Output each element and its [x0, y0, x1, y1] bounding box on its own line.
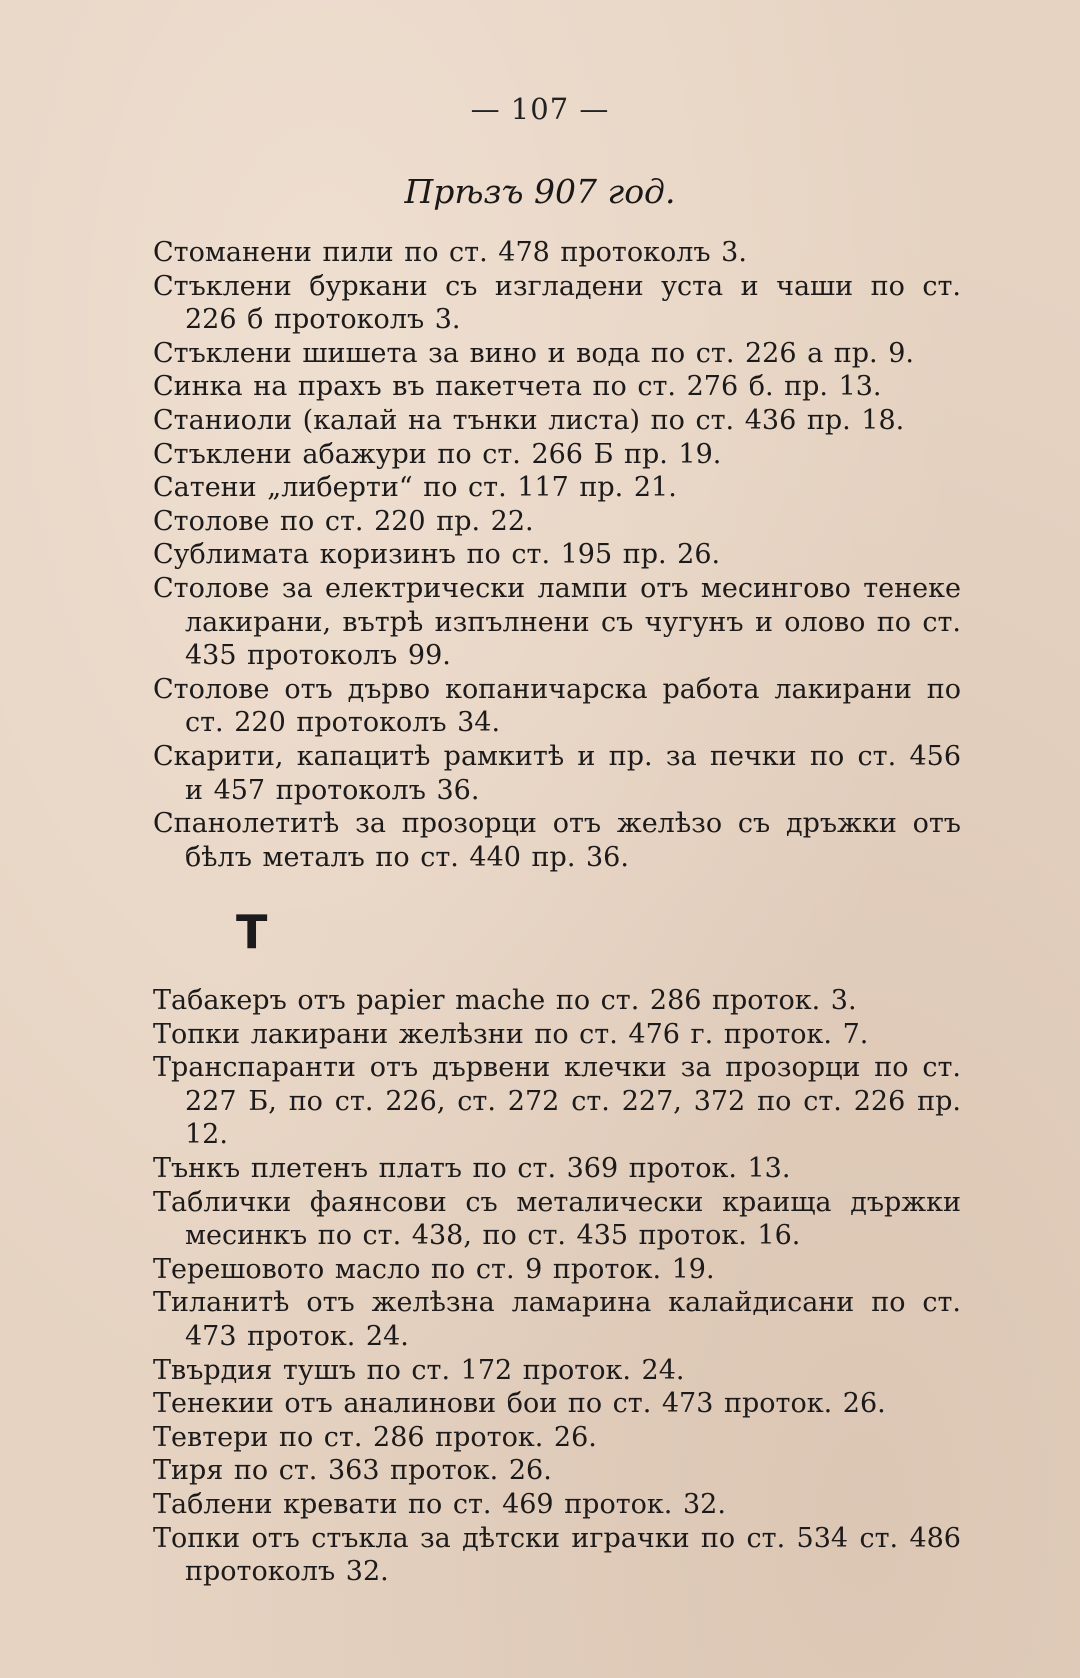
list-item: Тиланитѣ отъ желѣзна ламарина калайдисани по ст. 473 проток. 24.	[153, 1287, 961, 1352]
page-number: — 107 —	[470, 92, 610, 126]
list-item: Столове по ст. 220 пр. 22.	[153, 505, 534, 537]
list-item: Твърдия тушъ по ст. 172 проток. 24.	[153, 1354, 685, 1386]
letter-heading: Т	[236, 905, 268, 959]
list-item: Столове за електрически лампи отъ месингово тенеке лакирани, вътрѣ изпълнени съ чугунъ и олово по ст. 435 протоколъ 99.	[153, 572, 961, 672]
list-item: Столове отъ дърво копаничарска работа лакирани по ст. 220 протоколъ 34.	[153, 673, 961, 739]
list-item: Сатени „либерти“ по ст. 117 пр. 21.	[153, 472, 677, 504]
list-item: Тенекии отъ аналинови бои по ст. 473 проток. 26.	[153, 1388, 886, 1420]
list-item: Стоманени пили по ст. 478 протоколъ 3.	[153, 237, 747, 268]
list-item: Синка на прахъ въ пакетчета по ст. 276 б. пр. 13.	[153, 371, 882, 403]
list-item: Таблички фаянсови съ металически краища държки месинкъ по ст. 438, по ст. 435 проток. 16.	[153, 1186, 961, 1252]
list-item: Станиоли (калай на тънки листа) по ст. 436 пр. 18.	[153, 404, 905, 436]
entry-list-s	[153, 236, 961, 874]
list-item: Топки отъ стъкла за дѣтски играчки по ст. 534 ст. 486 протоколъ 32.	[153, 1522, 961, 1588]
list-item: Спанолетитѣ за прозорци отъ желѣзо съ дръжки отъ бѣлъ металъ по ст. 440 пр. 36.	[153, 808, 961, 873]
list-item: Топки лакирани желѣзни по ст. 476 г. проток. 7.	[153, 1018, 869, 1050]
list-item: Терешовото масло по ст. 9 проток. 19.	[153, 1253, 715, 1285]
list-item: Табакеръ отъ papier maсhе по ст. 286 проток. 3.	[153, 985, 857, 1016]
list-item: Тевтери по ст. 286 проток. 26.	[153, 1421, 597, 1453]
list-item: Транспаранти отъ дървени клечки за прозорци по ст. 227 Б, по ст. 226, ст. 272 ст. 227, 372 по ст. 226 пр. 12.	[153, 1052, 961, 1151]
list-item: Стъклени буркани съ изгладени уста и чаши по ст. 226 б протоколъ 3.	[153, 270, 961, 336]
section-title: Прѣзъ 907 год.	[404, 172, 676, 211]
list-item: Стъклени абажури по ст. 266 Б пр. 19.	[153, 438, 722, 470]
list-item: Таблени кревати по ст. 469 проток. 32.	[153, 1488, 726, 1520]
list-item: Сублимата коризинъ по ст. 195 пр. 26.	[153, 539, 721, 571]
list-item: Скарити, капацитѣ рамкитѣ и пр. за печки по ст. 456 и 457 протоколъ 36.	[153, 740, 961, 806]
list-item: Тиря по ст. 363 проток. 26.	[153, 1455, 552, 1487]
entry-list-t	[153, 984, 961, 1589]
list-item: Тънкъ плетенъ платъ по ст. 369 проток. 13.	[153, 1152, 791, 1184]
list-item: Стъклени шишета за вино и вода по ст. 226 а пр. 9.	[153, 337, 914, 369]
